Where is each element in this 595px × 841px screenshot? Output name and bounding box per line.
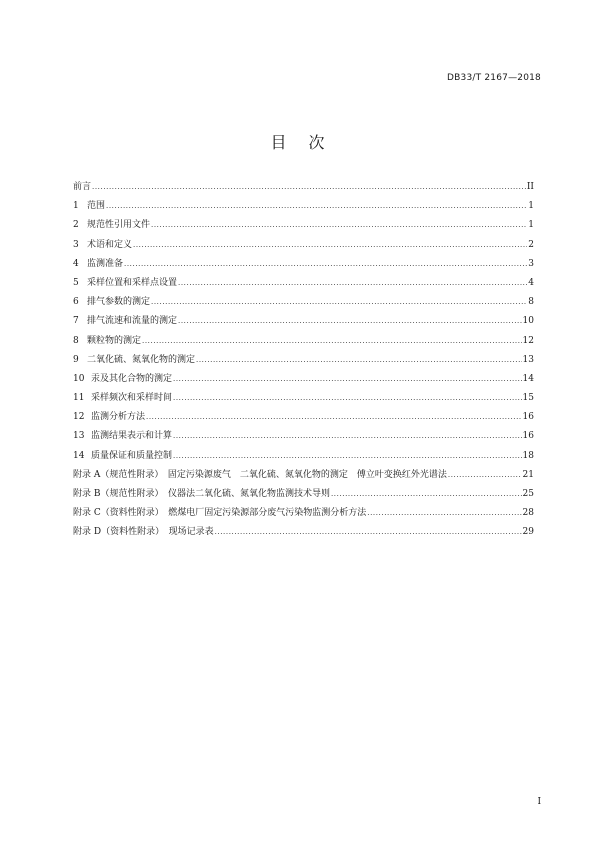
footer-page-number: I — [537, 797, 541, 807]
toc-page-number: 25 — [522, 489, 534, 499]
page-title: 目次 — [270, 133, 347, 152]
toc-page-number: 16 — [522, 412, 534, 423]
table-of-contents — [73, 178, 534, 543]
toc-entry-label: 10 汞及其化合物的测定 — [73, 370, 172, 389]
toc-entry-appendix-c[interactable] — [73, 504, 534, 523]
toc-entry-5[interactable] — [73, 274, 534, 293]
toc-leader-dots — [173, 427, 522, 446]
toc-entry-7[interactable] — [73, 312, 534, 331]
toc-entry-label: 前言 — [73, 182, 92, 192]
toc-leader-dots — [178, 274, 527, 293]
toc-entry-6[interactable] — [73, 293, 534, 312]
toc-entry-2[interactable] — [73, 216, 534, 235]
toc-leader-dots — [173, 389, 522, 408]
toc-entry-13[interactable] — [73, 427, 534, 446]
toc-page-number: 8 — [528, 297, 534, 308]
toc-entry-number: 6 — [73, 297, 79, 308]
toc-leader-dots — [142, 332, 522, 351]
toc-entry-9[interactable] — [73, 351, 534, 370]
toc-entry-3[interactable] — [73, 236, 534, 255]
toc-entry-number: 11 — [73, 393, 85, 404]
toc-page-number: 1 — [528, 220, 534, 231]
toc-page-number: 2 — [528, 239, 534, 250]
toc-entry-label: 13 监测结果表示和计算 — [73, 427, 172, 446]
toc-entry-10[interactable] — [73, 370, 534, 389]
toc-entry-label: 9 二氧化硫、氮氧化物的测定 — [73, 351, 195, 370]
toc-entry-number: 13 — [73, 431, 85, 442]
toc-entry-4[interactable] — [73, 255, 534, 274]
toc-page-number: 15 — [522, 393, 534, 404]
toc-page-number: 18 — [522, 450, 534, 461]
toc-entry-label: 8 颗粒物的测定 — [73, 332, 141, 351]
toc-page-number: 28 — [522, 508, 534, 519]
toc-leader-dots — [173, 370, 522, 389]
toc-page-number: 3 — [528, 258, 534, 269]
toc-entry-label: 4 监测准备 — [73, 255, 123, 274]
toc-entry-number: 3 — [73, 239, 79, 250]
toc-leader-dots — [196, 351, 522, 370]
toc-leader-dots — [178, 312, 522, 331]
toc-leader-dots — [151, 216, 527, 235]
toc-entry-appendix-b[interactable] — [73, 485, 534, 504]
toc-entry-label: 6 排气参数的测定 — [73, 293, 150, 312]
toc-leader-dots — [448, 466, 522, 485]
toc-entry-label: 7 排气流速和流量的测定 — [73, 312, 177, 331]
toc-entry-label: 附录 A（规范性附录） 固定污染源废气 二氧化硫、氮氧化物的测定 傅立叶变换红外光谱法 — [73, 469, 447, 480]
toc-entry-label: 附录 C（资料性附录） 燃煤电厂固定污染源部分废气污染物监测分析方法 — [73, 508, 367, 519]
toc-entry-14[interactable] — [73, 447, 534, 466]
toc-entry-label: 5 采样位置和采样点设置 — [73, 274, 177, 293]
toc-entry-number: 14 — [73, 450, 85, 461]
toc-entry-label: 14 质量保证和质量控制 — [73, 447, 172, 466]
toc-entry-label: 2 规范性引用文件 — [73, 216, 150, 235]
document-code: DB33/T 2167—2018 — [447, 73, 541, 83]
toc-entry-appendix-a[interactable] — [73, 466, 534, 485]
toc-leader-dots — [106, 197, 527, 216]
toc-entry-number: 12 — [73, 412, 85, 423]
toc-leader-dots — [151, 293, 527, 312]
toc-entry-number: 1 — [73, 201, 79, 212]
toc-entry-number: 7 — [73, 316, 79, 327]
toc-entry-8[interactable] — [73, 332, 534, 351]
toc-leader-dots — [367, 504, 521, 523]
toc-page-number: 29 — [522, 527, 534, 538]
toc-leader-dots — [92, 178, 526, 197]
toc-leader-dots — [331, 485, 522, 504]
toc-entry-label: 12 监测分析方法 — [73, 408, 145, 427]
toc-page-number: 14 — [522, 373, 534, 384]
toc-entry-12[interactable] — [73, 408, 534, 427]
toc-entry-label: 3 术语和定义 — [73, 236, 132, 255]
toc-page-number: 13 — [522, 354, 534, 365]
toc-entry-label: 附录 D（资料性附录） 现场记录表 — [73, 527, 214, 538]
toc-leader-dots — [133, 236, 527, 255]
toc-page-number: II — [526, 182, 534, 192]
toc-page-number: 21 — [522, 469, 534, 480]
toc-entry-appendix-d[interactable] — [73, 523, 534, 542]
toc-page-number: 10 — [522, 316, 534, 327]
toc-entry-label: 附录 B（规范性附录） 仪器法二氧化硫、氮氧化物监测技术导则 — [73, 489, 330, 499]
toc-entry-1[interactable] — [73, 197, 534, 216]
toc-page-number: 1 — [528, 201, 534, 212]
toc-leader-dots — [173, 447, 522, 466]
toc-leader-dots — [146, 408, 522, 427]
toc-entry-number: 10 — [73, 373, 85, 384]
toc-entry-label: 1 范围 — [73, 197, 105, 216]
toc-entry-11[interactable] — [73, 389, 534, 408]
toc-page-number: 16 — [522, 431, 534, 442]
toc-page-number: 4 — [528, 277, 534, 288]
toc-page-number: 12 — [522, 335, 534, 346]
toc-entry-label: 11 采样频次和采样时间 — [73, 389, 172, 408]
toc-leader-dots — [124, 255, 527, 274]
toc-entry-number: 2 — [73, 220, 79, 231]
toc-entry-foreword[interactable] — [73, 178, 534, 197]
toc-entry-number: 4 — [73, 258, 79, 269]
toc-entry-number: 8 — [73, 335, 79, 346]
toc-entry-number: 9 — [73, 354, 79, 365]
toc-leader-dots — [215, 523, 522, 542]
toc-entry-number: 5 — [73, 277, 79, 288]
